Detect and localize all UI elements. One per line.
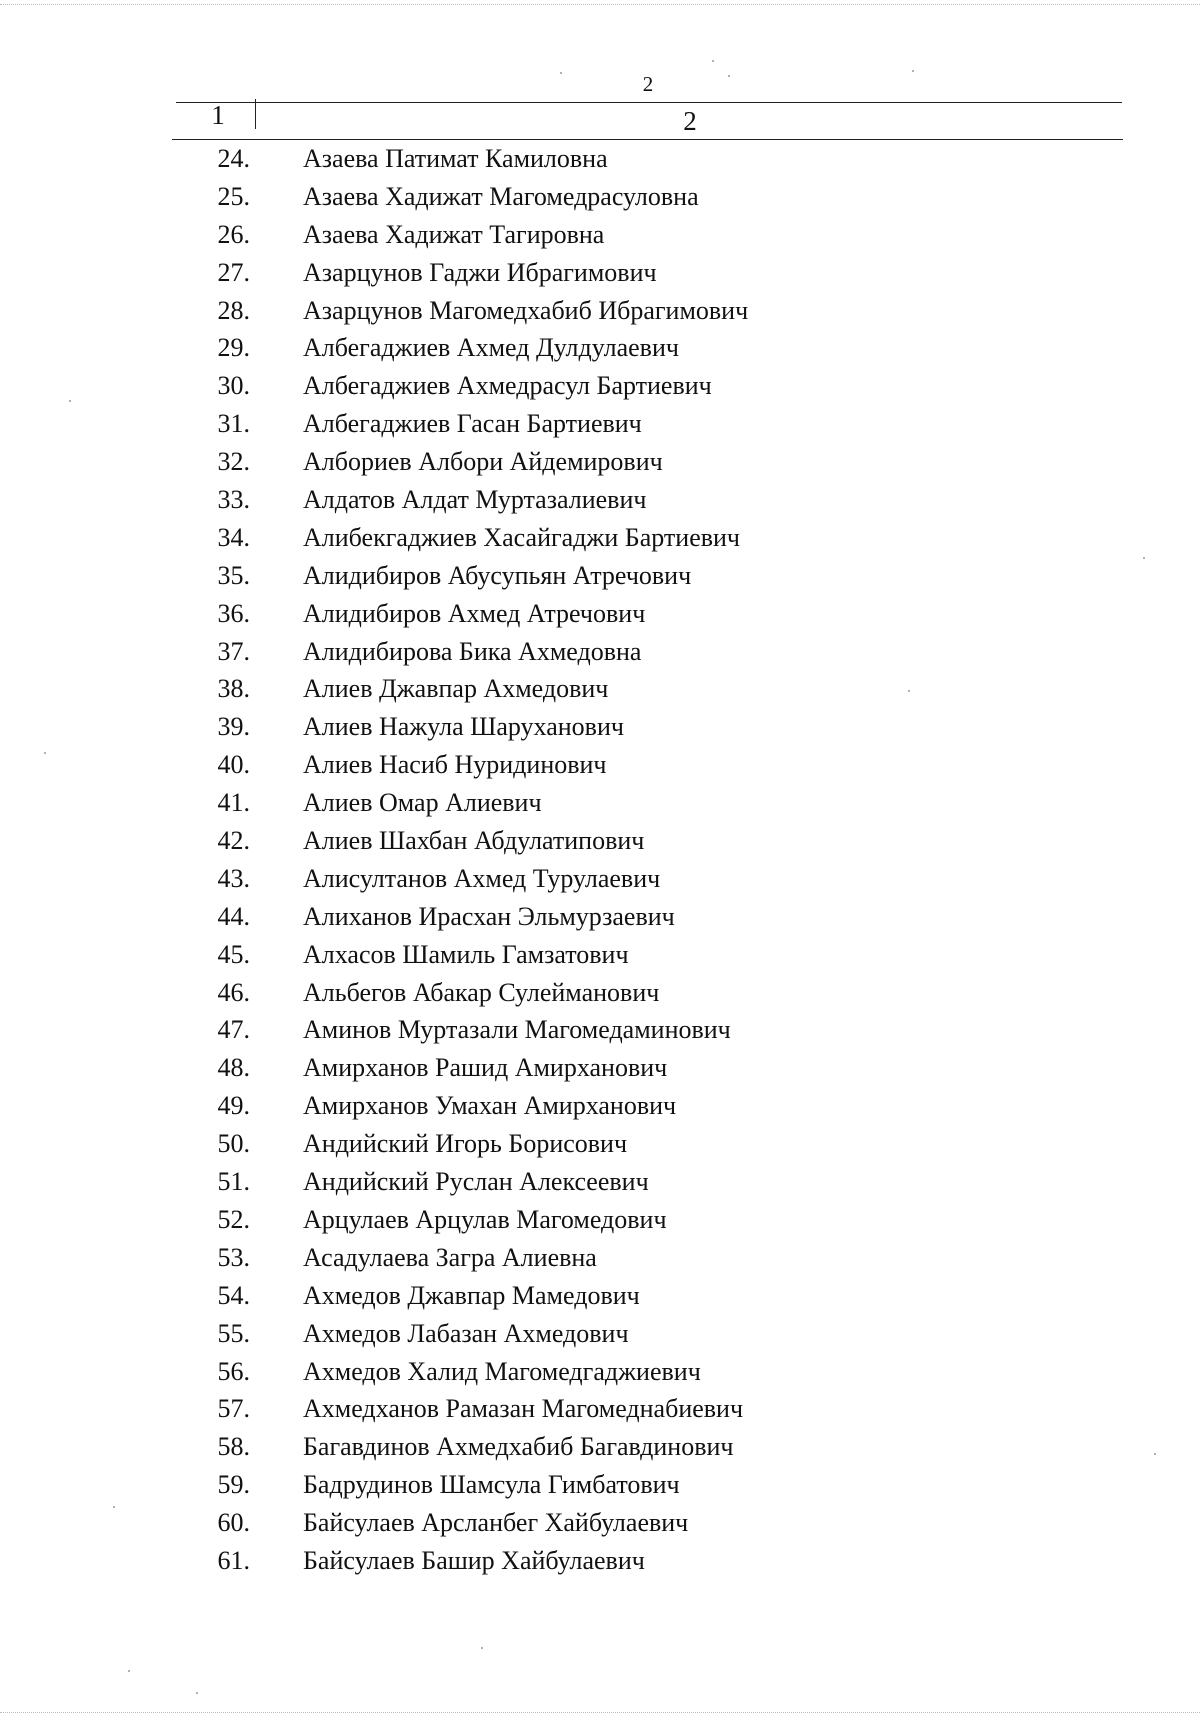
- list-item: [0, 140, 1200, 178]
- list-item-full-name: Арцулаев Арцулав Магомедович: [303, 1204, 667, 1234]
- list-item-number: 47.: [217, 1015, 250, 1045]
- list-item-full-name: Алиев Нажула Шаруханович: [303, 712, 624, 742]
- list-item: [0, 178, 1200, 216]
- list-item-full-name: Алиев Омар Алиевич: [303, 788, 542, 818]
- list-item-number: 50.: [217, 1129, 250, 1159]
- list-item-number: 56.: [217, 1356, 250, 1386]
- list-item-number: 44.: [217, 901, 250, 931]
- list-item-full-name: Албегаджиев Ахмедрасул Бартиевич: [303, 371, 712, 401]
- list-item-full-name: Алисултанов Ахмед Турулаевич: [303, 863, 661, 893]
- list-item: [0, 405, 1200, 443]
- list-item-number: 49.: [217, 1091, 250, 1121]
- list-item-full-name: Алиев Джавпар Ахмедович: [303, 674, 609, 704]
- list-item: [0, 367, 1200, 405]
- list-item-full-name: Амирханов Рашид Амирханович: [303, 1053, 668, 1083]
- list-item-full-name: Албориев Албори Айдемирович: [303, 447, 663, 477]
- list-item: [0, 1390, 1200, 1428]
- list-item: [0, 1239, 1200, 1277]
- list-item-number: 26.: [217, 219, 250, 249]
- list-item-full-name: Бадрудинов Шамсула Гимбатович: [303, 1470, 680, 1500]
- list-item-full-name: Азаева Хадижат Магомедрасуловна: [303, 181, 699, 211]
- scan-speck: [196, 1692, 198, 1694]
- list-item-number: 24.: [217, 144, 250, 173]
- list-item: [0, 822, 1200, 860]
- list-item-full-name: Ахмедханов Рамазан Магомеднабиевич: [303, 1394, 744, 1424]
- list-item: [0, 329, 1200, 367]
- list-item-full-name: Байсулаев Башир Хайбулаевич: [303, 1545, 645, 1575]
- list-item: [0, 633, 1200, 671]
- list-item-full-name: Алдатов Алдат Муртазалиевич: [303, 485, 647, 515]
- list-item-number: 42.: [217, 826, 250, 856]
- list-item: [0, 860, 1200, 898]
- list-item-full-name: Алхасов Шамиль Гамзатович: [303, 939, 629, 969]
- scan-speck: [560, 72, 562, 74]
- list-item: [0, 1353, 1200, 1391]
- list-item-number: 43.: [217, 863, 250, 893]
- list-item-full-name: Байсулаев Арсланбег Хайбулаевич: [303, 1508, 689, 1538]
- scan-speck: [481, 1647, 483, 1649]
- list-item: [0, 1504, 1200, 1542]
- list-item: [0, 1201, 1200, 1239]
- list-item-number: 35.: [217, 560, 250, 590]
- list-item: [0, 974, 1200, 1012]
- list-item-full-name: Алидибиров Ахмед Атречович: [303, 598, 646, 628]
- list-item-number: 60.: [217, 1508, 250, 1538]
- list-item-number: 29.: [217, 333, 250, 363]
- scan-speck: [912, 70, 914, 72]
- scan-speck: [113, 1506, 115, 1508]
- list-item: [0, 443, 1200, 481]
- list-item-full-name: Албегаджиев Ахмед Дулдулаевич: [303, 333, 679, 363]
- list-item-number: 32.: [217, 447, 250, 477]
- list-item-number: 38.: [217, 674, 250, 704]
- scan-speck: [1154, 1453, 1156, 1455]
- list-item-full-name: Багавдинов Ахмедхабиб Багавдинович: [303, 1432, 734, 1462]
- list-item: [0, 1277, 1200, 1315]
- list-item: [0, 519, 1200, 557]
- list-item: [0, 898, 1200, 936]
- list-item-number: 25.: [217, 181, 250, 211]
- list-item-number: 45.: [217, 939, 250, 969]
- list-item: [0, 1428, 1200, 1466]
- table-header-column-divider: [255, 99, 256, 129]
- list-item: [0, 595, 1200, 633]
- list-item-number: 27.: [217, 257, 250, 287]
- list-item: [0, 1125, 1200, 1163]
- list-item-full-name: Алибекгаджиев Хасайгаджи Бартиевич: [303, 522, 740, 552]
- list-item-full-name: Азаева Хадижат Тагировна: [303, 219, 605, 249]
- list-item: [0, 1163, 1200, 1201]
- list-item-full-name: Амирханов Умахан Амирханович: [303, 1091, 677, 1121]
- list-item: [0, 1315, 1200, 1353]
- list-item-number: 46.: [217, 977, 250, 1007]
- list-item-number: 40.: [217, 750, 250, 780]
- list-item-number: 52.: [217, 1204, 250, 1234]
- list-item: [0, 254, 1200, 292]
- list-item-full-name: Андийский Игорь Борисович: [303, 1129, 628, 1159]
- scan-edge-top: [0, 4, 1200, 5]
- scan-edge-bottom: [0, 1712, 1200, 1713]
- list-item-full-name: Алидибиров Абусупьян Атречович: [303, 560, 692, 590]
- table-header-col-1: 1: [211, 100, 225, 130]
- list-item-number: 51.: [217, 1167, 250, 1197]
- name-list: [0, 140, 1200, 1580]
- list-item-number: 57.: [217, 1394, 250, 1424]
- list-item-full-name: Алиев Шахбан Абдулатипович: [303, 826, 645, 856]
- list-item-full-name: Ахмедов Халид Магомедгаджиевич: [303, 1356, 701, 1386]
- list-item-number: 55.: [217, 1318, 250, 1348]
- list-item-number: 34.: [217, 522, 250, 552]
- list-item-full-name: Азарцунов Магомедхабиб Ибрагимович: [303, 295, 749, 325]
- list-item-number: 31.: [217, 409, 250, 439]
- list-item: [0, 784, 1200, 822]
- list-item: [0, 1087, 1200, 1125]
- list-item-full-name: Албегаджиев Гасан Бартиевич: [303, 409, 642, 439]
- list-item: [0, 1011, 1200, 1049]
- list-item-full-name: Альбегов Абакар Сулейманович: [303, 977, 660, 1007]
- list-item: [0, 1049, 1200, 1087]
- list-item-full-name: Асадулаева Загра Алиевна: [303, 1242, 597, 1272]
- list-item-number: 33.: [217, 485, 250, 515]
- scan-speck: [908, 690, 910, 692]
- list-item: [0, 708, 1200, 746]
- list-item-full-name: Азарцунов Гаджи Ибрагимович: [303, 257, 657, 287]
- list-item-full-name: Андийский Руслан Алексеевич: [303, 1167, 649, 1197]
- list-item-number: 58.: [217, 1432, 250, 1462]
- table-header-top-rule: [176, 102, 1122, 103]
- list-item-number: 37.: [217, 636, 250, 666]
- list-item-number: 36.: [217, 598, 250, 628]
- list-item: [0, 557, 1200, 595]
- scan-speck: [44, 752, 46, 754]
- list-item-full-name: Аминов Муртазали Магомедаминович: [303, 1015, 731, 1045]
- list-item-full-name: Алиев Насиб Нуридинович: [303, 750, 607, 780]
- list-item-number: 39.: [217, 712, 250, 742]
- list-item-number: 30.: [217, 371, 250, 401]
- list-item: [0, 746, 1200, 784]
- list-item: [0, 936, 1200, 974]
- list-item: [0, 1542, 1200, 1580]
- scan-speck: [1143, 557, 1145, 559]
- list-item-number: 61.: [217, 1545, 250, 1575]
- list-item-number: 48.: [217, 1053, 250, 1083]
- scan-speck: [69, 400, 71, 402]
- table-header-col-2: 2: [683, 106, 697, 136]
- scan-speck: [128, 1670, 130, 1672]
- list-item: [0, 292, 1200, 330]
- list-item: [0, 1466, 1200, 1504]
- page-number: 2: [642, 72, 654, 96]
- list-item-number: 59.: [217, 1470, 250, 1500]
- list-item: [0, 481, 1200, 519]
- list-item-full-name: Ахмедов Джавпар Мамедович: [303, 1280, 640, 1310]
- list-item-number: 28.: [217, 295, 250, 325]
- list-item-number: 41.: [217, 788, 250, 818]
- scan-speck: [728, 75, 730, 77]
- list-item-full-name: Алидибирова Бика Ахмедовна: [303, 636, 642, 666]
- scan-speck: [712, 60, 714, 62]
- list-item-full-name: Алиханов Ирасхан Эльмурзаевич: [303, 901, 675, 931]
- list-item-full-name: Ахмедов Лабазан Ахмедович: [303, 1318, 629, 1348]
- list-item-full-name: Азаева Патимат Камиловна: [303, 144, 608, 173]
- list-item: [0, 670, 1200, 708]
- list-item-number: 54.: [217, 1280, 250, 1310]
- list-item-number: 53.: [217, 1242, 250, 1272]
- list-item: [0, 216, 1200, 254]
